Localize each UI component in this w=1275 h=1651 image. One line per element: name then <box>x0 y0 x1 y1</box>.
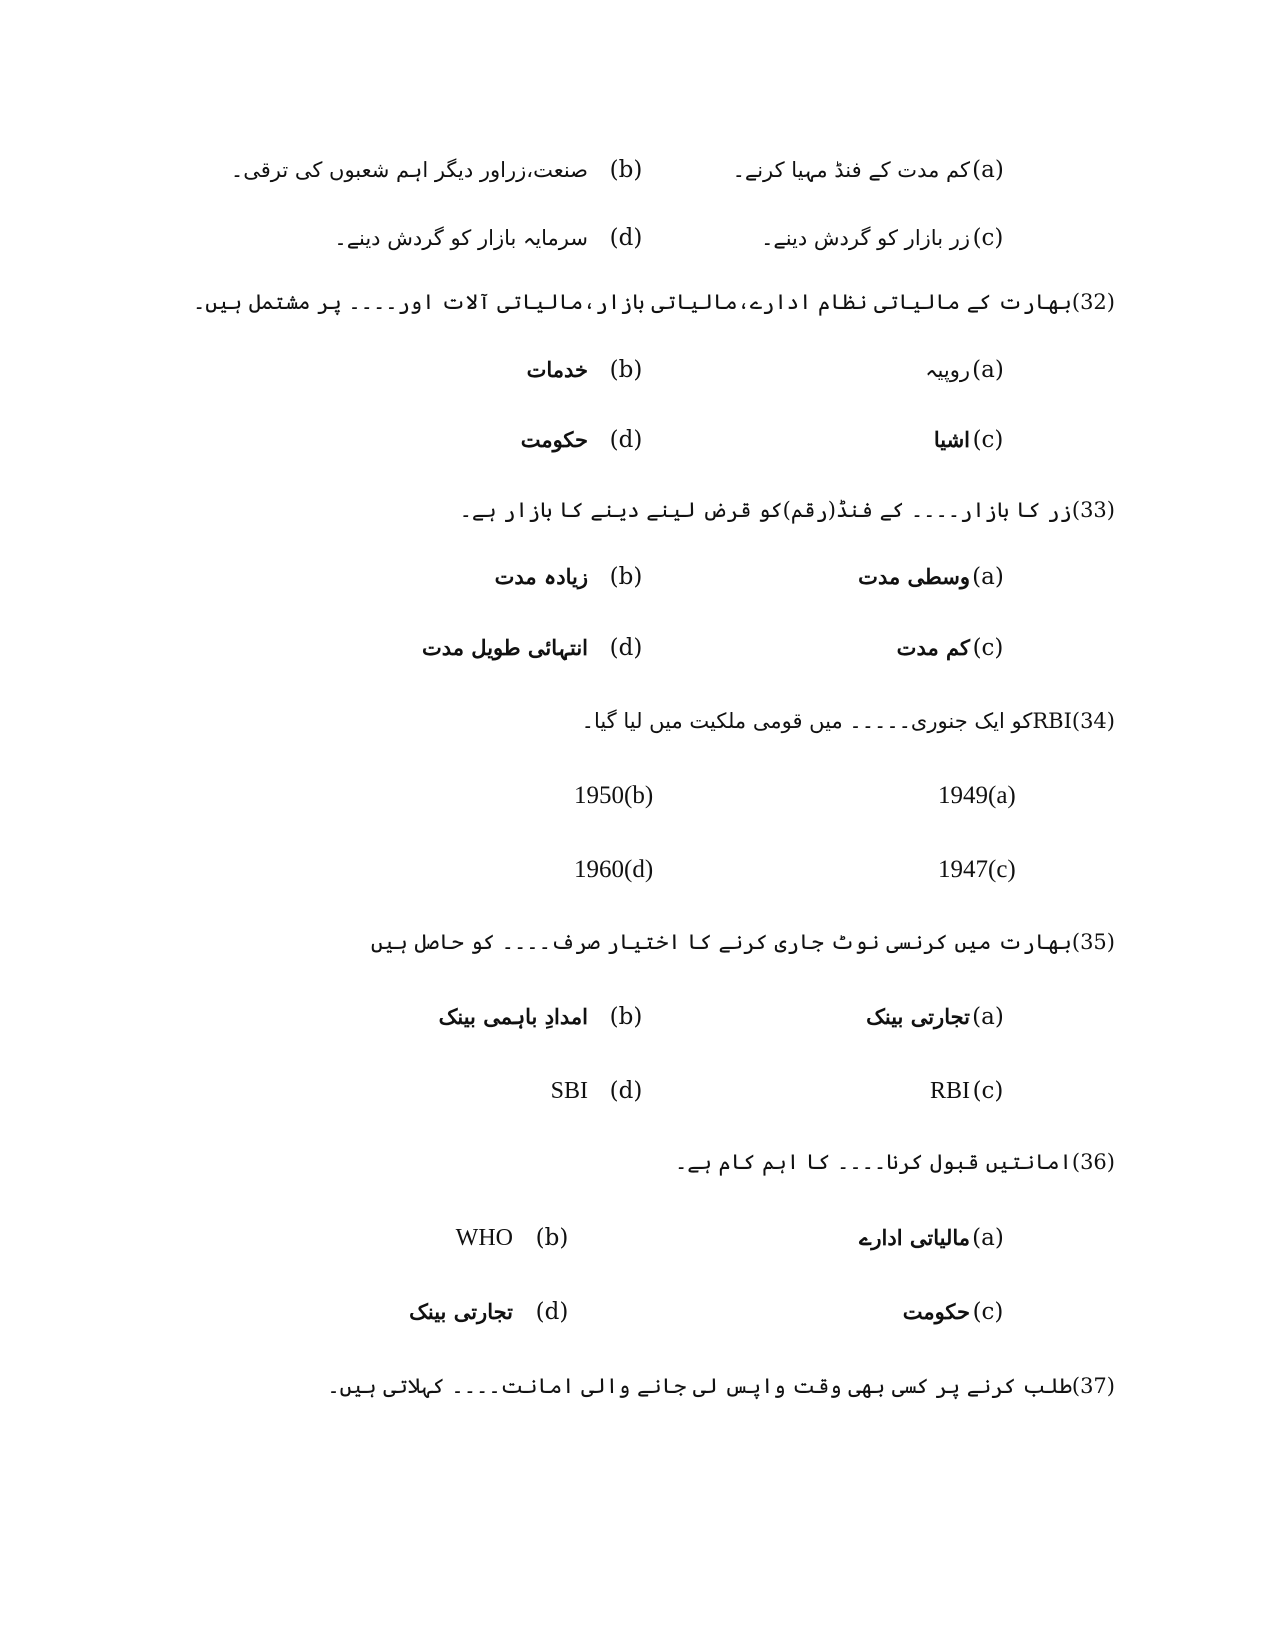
q32-option-c-label: (c) <box>972 427 1004 453</box>
q32-option-c-text: اشیا <box>933 427 970 452</box>
q35-option-a-label: (a) <box>972 1004 1004 1030</box>
q31-option-b-text: صنعت،زراور دیگر اہم شعبوں کی ترقی۔ <box>230 158 588 182</box>
q34-option-b: 1950(b) <box>574 782 654 809</box>
question-35: (35)بھارت میں کرنسی نوٹ جاری کرنے کا اختیار صرف۔۔۔۔ کو حاصل ہیں <box>370 930 1115 954</box>
q36-option-d-text: تجارتی بینک <box>409 1299 513 1324</box>
q33-option-b-text: زیادہ مدت <box>494 564 588 589</box>
q35-option-b-label: (b) <box>609 1004 643 1030</box>
q33-option-a-text: وسطی مدت <box>858 564 970 589</box>
q31-option-b-label: (b) <box>609 157 643 183</box>
q35-option-c-label: (c) <box>972 1078 1004 1104</box>
q31-option-a-label: (a) <box>972 157 1004 183</box>
q33-option-d-text: انتہائی طویل مدت <box>421 635 588 660</box>
q33-option-d-label: (d) <box>609 635 643 661</box>
question-36: (36)امانتیں قبول کرنا۔۔۔۔ کا اہم کام ہے۔ <box>674 1150 1115 1174</box>
q35-option-d-text: SBI <box>550 1078 588 1104</box>
q32-option-b-label: (b) <box>609 357 643 383</box>
q35-option-d-label: (d) <box>609 1078 643 1104</box>
q34-option-c: 1947(c) <box>938 856 1016 883</box>
q32-option-a-label: (a) <box>972 357 1004 383</box>
q33-option-c-text: کم مدت <box>896 635 970 660</box>
q32-option-d-text: حکومت <box>520 427 588 452</box>
q36-option-a-label: (a) <box>972 1225 1004 1251</box>
q33-option-a-label: (a) <box>972 564 1004 590</box>
q36-option-c-label: (c) <box>972 1299 1004 1325</box>
q36-option-b-label: (b) <box>535 1225 569 1251</box>
q35-option-c-text: RBI <box>929 1078 970 1104</box>
question-37: (37)طلب کرنے پر کسی بھی وقت واپس لی جانے والی امانت۔۔۔۔ کہلاتی ہیں۔ <box>327 1374 1115 1398</box>
q31-option-d-text: سرمایہ بازار کو گردش دینے۔ <box>334 226 588 250</box>
q31-option-c-text: زر بازار کو گردش دینے۔ <box>761 226 970 250</box>
q33-option-c-label: (c) <box>972 635 1004 661</box>
q31-option-a-text: کم مدت کے فنڈ مہیا کرنے۔ <box>732 158 970 182</box>
q31-option-c-label: (c) <box>972 225 1004 251</box>
q34-option-d: 1960(d) <box>574 856 654 883</box>
q32-option-d-label: (d) <box>609 427 643 453</box>
q31-option-d-label: (d) <box>609 225 643 251</box>
question-34: RBI(34)کو ایک جنوری۔۔۔۔۔ میں قومی ملکیت میں لیا گیا۔ <box>581 709 1115 733</box>
q33-option-b-label: (b) <box>609 564 643 590</box>
question-33: (33)زر کا بازار۔۔۔۔ کے فنڈ(رقم)کو قرض لینے دینے کا بازار ہے۔ <box>459 498 1115 522</box>
q35-option-b-text: امدادِ باہمی بینک <box>438 1004 588 1029</box>
q36-option-a-text: مالیاتی ادارے <box>859 1225 970 1250</box>
q32-option-a-text: روپیہ <box>925 358 970 382</box>
q32-option-b-text: خدمات <box>526 357 588 382</box>
q36-option-c-text: حکومت <box>902 1299 970 1324</box>
q36-option-b-text: WHO <box>455 1225 513 1251</box>
q34-option-a: 1949(a) <box>938 782 1016 809</box>
q36-option-d-label: (d) <box>535 1299 569 1325</box>
question-32: (32)بھارت کے مالیاتی نظام ادارے،مالیاتی بازار،مالیاتی آلات اور۔۔۔۔ پر مشتمل ہیں۔ <box>193 290 1115 314</box>
q35-option-a-text: تجارتی بینک <box>866 1004 970 1029</box>
